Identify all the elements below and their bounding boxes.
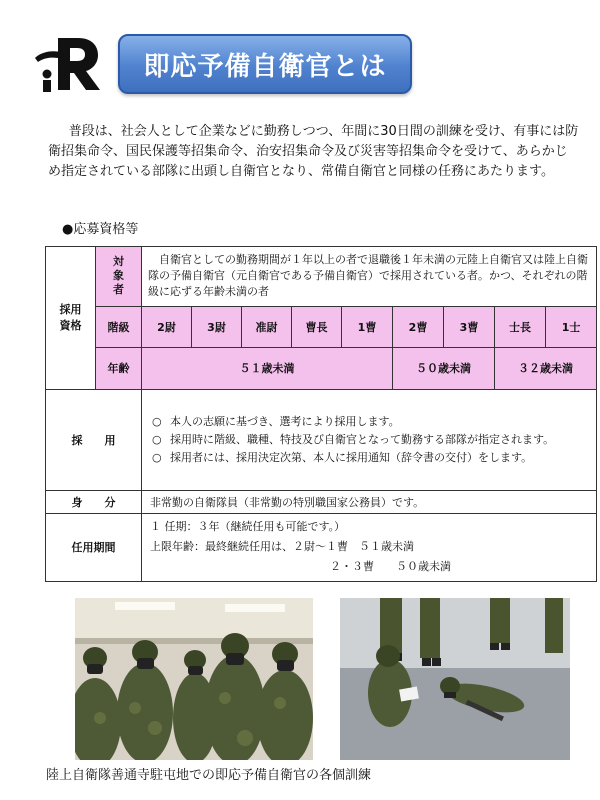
rank-cell: 1曹 <box>342 306 393 347</box>
taisho-label: 対 象 者 <box>96 247 142 307</box>
rank-cell: 士長 <box>495 306 546 347</box>
rank-cell: 2尉 <box>142 306 192 347</box>
age-cell: ５０歳未満 <box>393 348 495 389</box>
rank-cell: 准尉 <box>242 306 292 347</box>
saiyo-label: 採 用 <box>46 389 142 490</box>
kaikyu-label: 階級 <box>96 306 142 347</box>
intro-paragraph: 普段は、社会人として企業などに勤務しつつ、年間に30日間の訓練を受け、有事には防衛招集命令、国民保護等招集命令、治安招集命令及び災害等招集命令を受けて、あらかじめ指定されている部隊に出頭し自衛官となり、常備自衛官と同様の任務にあたります。 <box>48 124 579 179</box>
kikan-text: １ 任期：３年（継続任用も可能です。） 上限年齢：最終継続任用は、２尉～１曹 ５１歳未満 ２・３曹 ５０歳未満 <box>142 513 597 581</box>
mibun-label: 身 分 <box>46 490 142 513</box>
age-cell: ３２歳未満 <box>495 348 597 389</box>
saiyo-shikaku-label: 採用 資格 <box>46 247 96 390</box>
list-item: ○ 本人の志願に基づき、選考により採用します。 <box>150 413 588 431</box>
bullet-icon: ○ <box>152 450 162 464</box>
training-photo-field <box>340 598 570 760</box>
rank-cell: 3曹 <box>444 306 495 347</box>
logo-icon <box>32 30 104 94</box>
taisho-text: 自衛官としての勤務期間が１年以上の者で退職後１年未満の元陸上自衛官又は陸上自衛隊の予備自衛官（元自衛官である予備自衛官）で採用されている者。かつ、それぞれの階級に応ずる年齢未満の者 <box>142 247 597 307</box>
mibun-text: 非常勤の自衛隊員（非常勤の特別職国家公務員）です。 <box>142 490 597 513</box>
section-heading: ●応募資格等 <box>62 222 139 237</box>
rank-cell: 2曹 <box>393 306 444 347</box>
bullet-icon: ○ <box>152 432 162 446</box>
photo-caption: 陸上自衛隊善通寺駐屯地での即応予備自衛官の各個訓練 <box>46 768 372 783</box>
nenrei-label: 年齢 <box>96 348 142 389</box>
kikan-label: 任用期間 <box>46 513 142 581</box>
training-photo-classroom <box>75 598 313 760</box>
list-item: ○ 採用者には、採用決定次第、本人に採用通知（辞令書の交付）をします。 <box>150 449 588 467</box>
age-cell: ５１歳未満 <box>142 348 393 389</box>
list-item: ○ 採用時に階級、職種、特技及び自衛官となって勤務する部隊が指定されます。 <box>150 431 588 449</box>
page-title: 即応予備自衛官とは <box>118 34 412 94</box>
rank-cell: 1士 <box>546 306 597 347</box>
rank-cell: 曹長 <box>292 306 342 347</box>
qualification-table <box>45 246 597 582</box>
bullet-icon: ○ <box>152 414 162 428</box>
saiyo-list <box>142 389 597 490</box>
rank-cell: 3尉 <box>192 306 242 347</box>
